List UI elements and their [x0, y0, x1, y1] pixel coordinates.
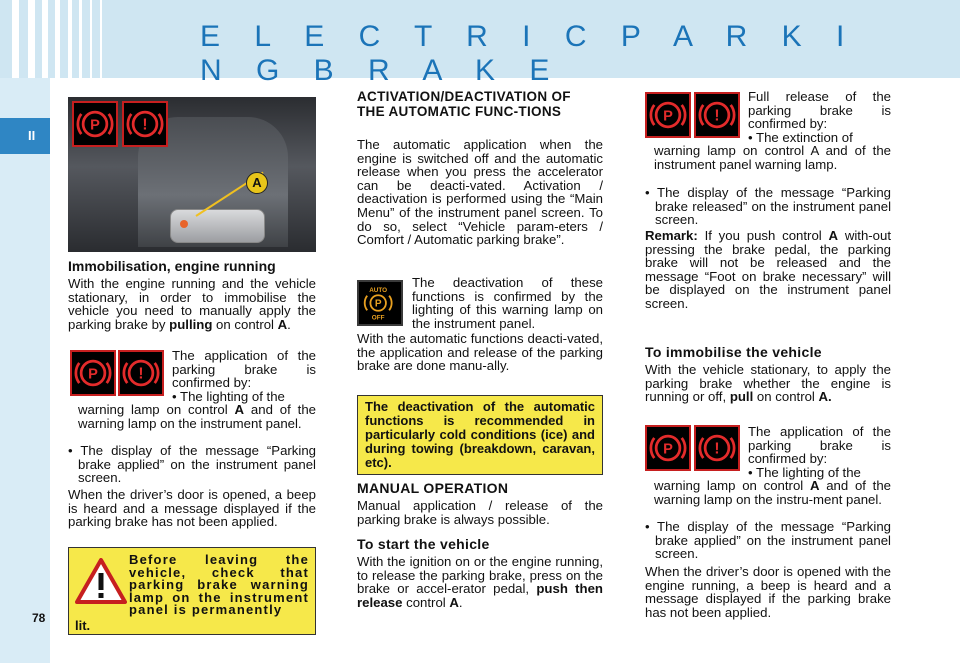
svg-text:P: P [374, 298, 382, 310]
bullet-lighting-a: • The lighting of the [172, 389, 285, 404]
control-photo [68, 97, 316, 252]
immobilise-vehicle-text: With the vehicle stationary, to apply the parking brake whether the engine is running or off, pull on control A. [645, 362, 891, 405]
section-tab[interactable]: II [0, 118, 50, 154]
remark-text: Remark: If you push control A with-out pressing the brake pedal, the parking brake will not be released and the message “Foot on brake necessary” will be displayed on the instrument panel screen. [645, 228, 891, 311]
start-vehicle-text: With the ignition on or the engine running, to release the parking brake, press on the brake or accel-erator pedal, push then release control A. [357, 554, 603, 610]
svg-text:AUTO: AUTO [369, 287, 388, 295]
parking-brake-icon [70, 350, 116, 396]
immob-bullet-message: • The display of the message “Parking brake applied” on the instrument panel screen. [645, 519, 891, 562]
release-bullet-message: • The display of the message “Parking brake released” on the instrument panel screen. [645, 185, 891, 228]
immobilisation-heading: Immobilisation, engine running [68, 258, 276, 274]
door-open-text: When the driver’s door is opened, a beep is heard and a message displayed if the parking brake has not been applied. [68, 487, 316, 530]
svg-text:!: ! [142, 116, 148, 134]
page-number: 78 [32, 611, 46, 625]
brake-warning-icon [118, 350, 164, 396]
immob-application-text: The application of the parking brake is confirmed by: [748, 424, 891, 467]
immobilisation-intro: With the engine running and the vehicle stationary, in order to immobilise the vehicle you need to manually apply the parking brake by pulling on control A. [68, 276, 316, 332]
start-vehicle-heading: To start the vehicle [357, 536, 490, 552]
immob-bullet-a: • The lighting of the [748, 465, 861, 480]
switch-led [180, 220, 188, 228]
header-stripes [12, 0, 122, 78]
bullet-lighting-b: warning lamp on control A and of the warning lamp on the instrument panel. [78, 402, 317, 431]
header-band [0, 0, 960, 87]
leave-vehicle-warning-tail: lit. [75, 618, 91, 633]
immobilise-vehicle-heading: To immobilise the vehicle [645, 344, 822, 360]
parking-brake-icon [645, 425, 691, 471]
deactivation-recommendation-box [357, 395, 603, 475]
svg-text:P: P [90, 117, 100, 134]
auto-off-text: With the automatic functions deacti-vated, the application and release of the parking brake are done manu-ally. [357, 331, 603, 374]
left-strip [0, 78, 50, 663]
release-bullet-b: warning lamp on control A and of the instrument panel warning lamp. [654, 143, 891, 172]
parking-brake-icon [72, 101, 118, 147]
manual-operation-heading: MANUAL OPERATION [357, 480, 509, 496]
svg-text:!: ! [714, 440, 720, 458]
control-a-badge: A [246, 172, 268, 194]
brake-warning-icon [694, 425, 740, 471]
auto-off-icon [357, 280, 403, 326]
parking-brake-icon [645, 92, 691, 138]
deactivation-confirm-text: The deactivation of these functions is confirmed by the lighting of this warning lamp on the instrument panel. [412, 275, 603, 331]
activation-heading: ACTIVATION/DEACTIVATION OF THE AUTOMATIC FUNC-TIONS [357, 89, 571, 119]
brake-warning-icon [694, 92, 740, 138]
immob-bullet-b: warning lamp on control A and of the warning lamp on the instru-ment panel. [654, 478, 892, 507]
svg-text:P: P [663, 441, 673, 458]
svg-text:!: ! [714, 107, 720, 125]
activation-text: The automatic application when the engine is switched off and the automatic release when you press the accelerator can be deacti-vated. Activation / deactivation is performed using the “Main Menu” of the instrument panel screen. To do so, select “Vehicle param-eters / Comfort / Automatic parking brake”. [357, 137, 603, 248]
svg-text:OFF: OFF [371, 314, 385, 322]
application-confirmed-text: The application of the parking brake is confirmed by: [172, 348, 316, 391]
release-bullet-a: • The extinction of [748, 130, 853, 145]
bullet-message-applied: • The display of the message “Parking brake applied” on the instrument panel screen. [68, 443, 316, 486]
immob-door-text: When the driver’s door is opened with the engine running, a beep is heard and a message displayed if the parking brake has not been applied. [645, 564, 891, 620]
page-title: E L E C T R I C P A R K I N G B R A K E [200, 20, 858, 87]
brake-warning-icon [122, 101, 168, 147]
leave-vehicle-warning-text: Before leaving the vehicle, check that parking brake warning lamp on the instrument panel is permanently [129, 552, 309, 618]
svg-text:!: ! [138, 365, 144, 383]
release-confirmed-text: Full release of the parking brake is confirmed by: [748, 89, 891, 132]
leave-vehicle-warning-box [68, 547, 316, 635]
warning-triangle-icon [75, 558, 127, 604]
svg-text:P: P [88, 366, 98, 383]
svg-text:P: P [663, 108, 673, 125]
deactivation-recommendation-text: The deactivation of the automatic functions is recommended in particularly cold conditions (ice) and during towing (breakdown, caravan, etc). [365, 399, 595, 470]
manual-operation-text: Manual application / release of the parking brake is always possible. [357, 498, 603, 527]
